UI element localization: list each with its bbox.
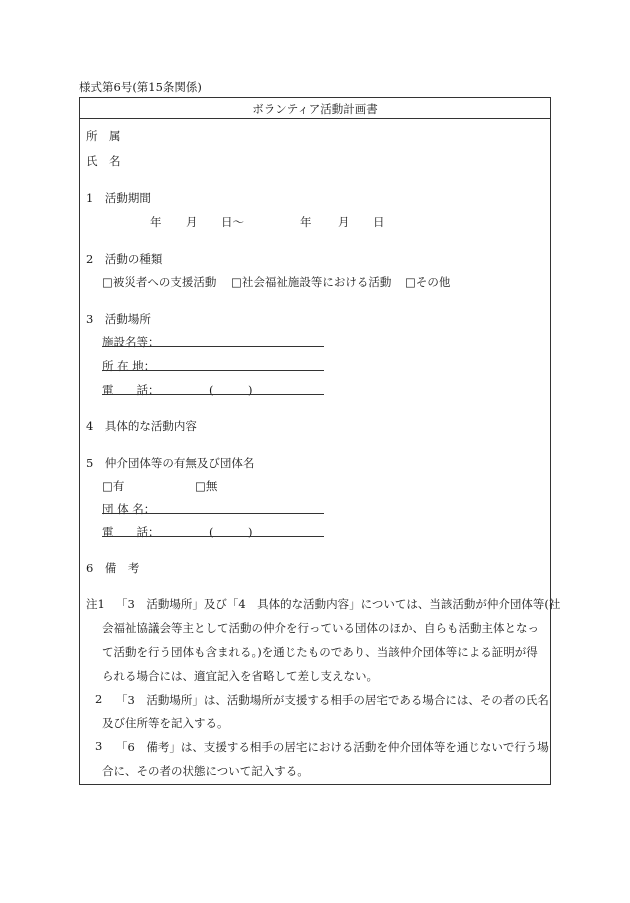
affiliation-label: 所 属: [86, 129, 121, 143]
form-title: ボランティア活動計画書: [80, 98, 550, 119]
note-2-prefix: 2: [95, 692, 103, 706]
note-1-prefix: 注1: [86, 597, 105, 611]
end-year: 年: [300, 215, 312, 229]
option-disaster-support[interactable]: □被災者への支援活動: [102, 275, 217, 289]
form-number-label: 様式第6号(第15条関係): [79, 80, 202, 94]
address-label: 所 在 地：: [102, 359, 156, 373]
place-phone-line[interactable]: [102, 394, 324, 395]
group-name-label: 団 体 名：: [102, 502, 156, 516]
place-phone-paren: ( ): [209, 383, 253, 397]
note-3-line-2: 合に、その者の状態について記入する。: [102, 764, 309, 778]
start-year: 年: [150, 215, 162, 229]
section-1-heading: 1 活動期間: [86, 191, 151, 205]
section-5-heading: 5 仲介団体等の有無及び団体名: [86, 456, 255, 470]
option-other[interactable]: □その他: [405, 275, 451, 289]
end-day: 日: [373, 215, 385, 229]
name-label: 氏 名: [86, 154, 121, 168]
address-line[interactable]: [102, 370, 324, 371]
option-yes[interactable]: □有: [102, 479, 125, 493]
section-6-heading: 6 備 考: [86, 561, 140, 575]
section-2-heading: 2 活動の種類: [86, 252, 163, 266]
start-day: 日〜: [221, 215, 244, 229]
note-1-line-3: て活動を行う団体も含まれる。)を通じたものであり、当該仲介団体等による証明が得: [102, 645, 538, 659]
place-phone-label: 電 話：: [102, 383, 160, 397]
facility-name-label: 施設名等：: [102, 335, 160, 349]
note-2-line-1: 「3 活動場所」は、活動場所が支援する相手の居宅である場合には、その者の氏名: [116, 693, 549, 707]
note-1-line-4: られる場合には、適宜記入を省略して差し支えない。: [102, 669, 378, 683]
group-phone-paren: ( ): [209, 525, 253, 539]
option-no[interactable]: □無: [195, 479, 218, 493]
facility-name-line[interactable]: [102, 346, 324, 347]
group-phone-label: 電 話：: [102, 525, 160, 539]
form-frame: [79, 97, 561, 785]
section-4-heading: 4 具体的な活動内容: [86, 419, 197, 433]
note-3-line-1: 「6 備考」は、支援する相手の居宅における活動を仲介団体等を通じないで行う場: [116, 740, 549, 754]
note-1-line-1: 「3 活動場所」及び「4 具体的な活動内容」については、当該活動が仲介団体等(社: [116, 597, 561, 611]
start-month: 月: [186, 215, 198, 229]
note-2-line-2: 及び住所等を記入する。: [102, 716, 229, 730]
section-3-heading: 3 活動場所: [86, 312, 151, 326]
end-month: 月: [338, 215, 350, 229]
note-1-line-2: 会福祉協議会等主として活動の仲介を行っている団体のほか、自らも活動主体となっ: [102, 621, 539, 635]
group-phone-line[interactable]: [102, 536, 324, 537]
option-welfare-facility[interactable]: □社会福祉施設等における活動: [231, 275, 392, 289]
note-3-prefix: 3: [95, 739, 103, 753]
group-name-line[interactable]: [102, 513, 324, 514]
